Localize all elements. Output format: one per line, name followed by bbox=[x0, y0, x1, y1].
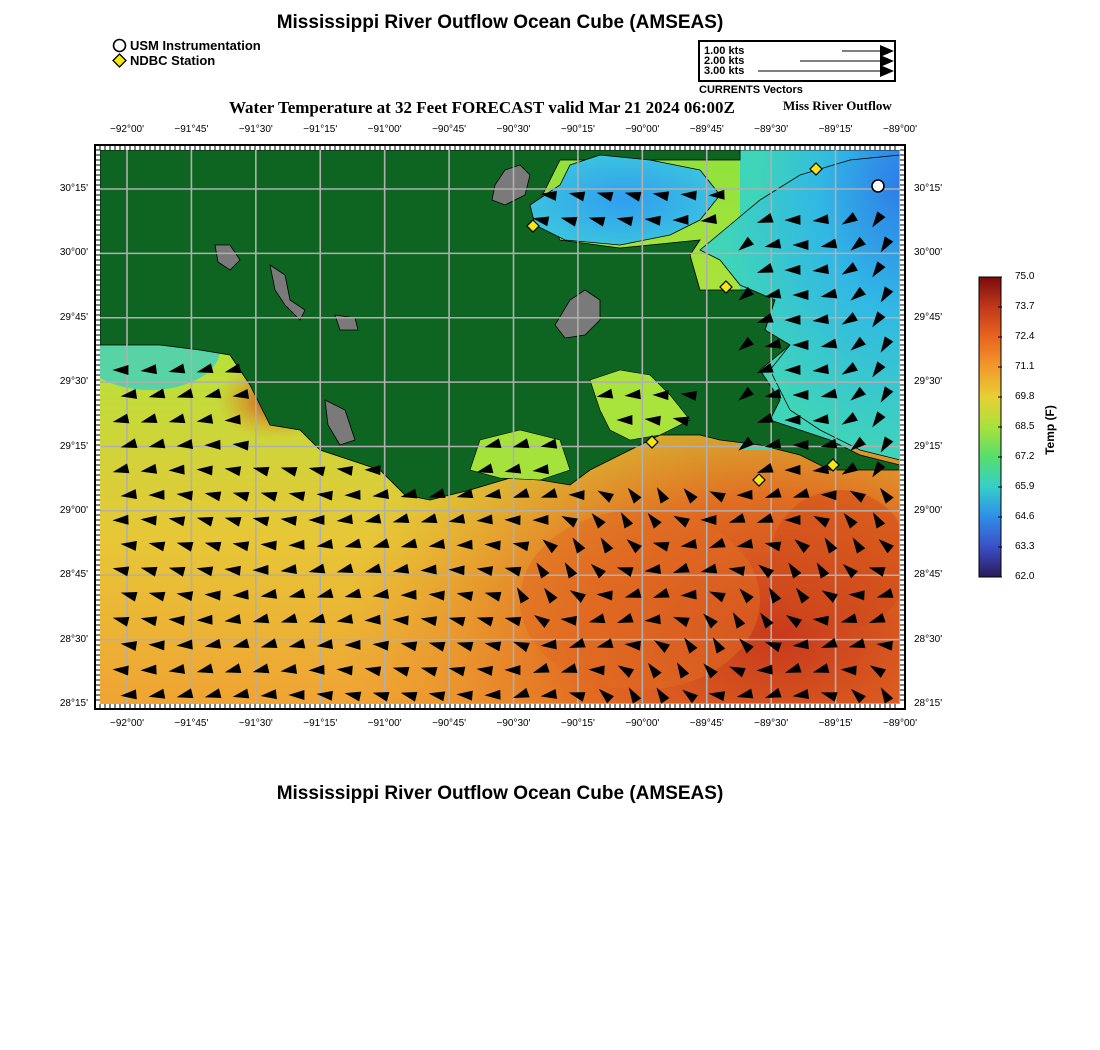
lat-tick-label: 30°00' bbox=[59, 247, 88, 259]
lon-tick-label: −91°00' bbox=[367, 718, 402, 729]
lat-tick-label: 30°15' bbox=[59, 183, 88, 194]
lat-tick-label: 28°30' bbox=[914, 633, 943, 645]
colorbar-tick-label: 69.8 bbox=[1015, 391, 1035, 402]
colorbar-tick-label: 68.5 bbox=[1015, 421, 1035, 432]
colorbar-tick-label: 63.3 bbox=[1015, 541, 1035, 552]
lon-tick-label: −90°00' bbox=[625, 718, 660, 729]
second-map-title: Mississippi River Outflow Ocean Cube (AMSEAS) bbox=[276, 783, 724, 804]
colorbar-tick-label: 73.7 bbox=[1015, 301, 1035, 312]
lat-tick-label: 29°45' bbox=[59, 311, 88, 323]
colorbar bbox=[978, 276, 1002, 578]
lat-tick-label: 28°15' bbox=[59, 698, 88, 709]
lon-tick-label: −90°00' bbox=[625, 124, 660, 135]
lat-tick-label: 29°15' bbox=[59, 440, 88, 452]
lat-tick-label: 28°45' bbox=[914, 569, 943, 581]
lon-tick-label: −91°15' bbox=[303, 124, 338, 135]
map-canvas bbox=[92, 142, 908, 712]
legend-usm bbox=[112, 38, 261, 53]
lat-tick-label: 29°30' bbox=[914, 376, 943, 388]
lon-tick-label: −92°00' bbox=[110, 124, 144, 135]
colorbar-title-wrap bbox=[1020, 405, 1080, 455]
legend-ndbc bbox=[112, 53, 215, 68]
colorbar-tick-label: 64.6 bbox=[1015, 511, 1035, 522]
lon-tick-label: −89°45' bbox=[689, 124, 724, 135]
usm-instrument-marker[interactable] bbox=[872, 180, 884, 192]
lon-tick-label: −91°45' bbox=[174, 124, 209, 135]
lon-tick-label: −89°45' bbox=[689, 718, 724, 729]
lon-tick-label: −89°00' bbox=[883, 718, 917, 729]
vector-key-row-3: 3.00 kts bbox=[704, 65, 745, 77]
legend-usm-label: USM Instrumentation bbox=[130, 38, 261, 53]
lon-tick-label: −90°30' bbox=[496, 718, 531, 729]
legend-ndbc-label: NDBC Station bbox=[130, 53, 216, 68]
vector-key-label: CURRENTS Vectors bbox=[699, 84, 803, 96]
lat-tick-label: 29°00' bbox=[914, 504, 943, 516]
colorbar-tick-label: 71.1 bbox=[1015, 361, 1035, 372]
vector-key-row-2: 2.00 kts bbox=[704, 55, 745, 67]
region-label: Miss River Outflow bbox=[783, 98, 892, 113]
colorbar-tick-label: 67.2 bbox=[1015, 451, 1035, 462]
usm-marker-icon bbox=[112, 38, 127, 53]
lon-tick-label: −89°30' bbox=[754, 124, 789, 135]
lon-tick-label: −89°15' bbox=[818, 718, 853, 729]
lon-tick-label: −90°30' bbox=[496, 124, 531, 135]
colorbar-tick-label: 62.0 bbox=[1015, 571, 1035, 582]
lon-tick-label: −91°15' bbox=[303, 718, 338, 729]
colorbar-tick-label: 75.0 bbox=[1015, 271, 1035, 282]
vector-key-row-1: 1.00 kts bbox=[704, 45, 745, 57]
lon-tick-label: −90°45' bbox=[432, 718, 467, 729]
lat-tick-label: 28°30' bbox=[59, 633, 88, 645]
map-title: Mississippi River Outflow Ocean Cube (AMSEAS) bbox=[276, 12, 724, 33]
map-subtitle: Water Temperature at 32 Feet FORECAST valid Mar 21 2024 06:00Z bbox=[229, 98, 735, 117]
lat-tick-label: 29°45' bbox=[914, 311, 943, 323]
lat-tick-label: 29°00' bbox=[59, 504, 88, 516]
lat-tick-label: 30°15' bbox=[914, 183, 943, 194]
lon-tick-label: −91°45' bbox=[174, 718, 209, 729]
lon-tick-label: −89°00' bbox=[883, 124, 917, 135]
lon-tick-label: −90°15' bbox=[560, 124, 595, 135]
ndbc-marker-icon bbox=[112, 53, 127, 68]
lon-tick-label: −90°45' bbox=[432, 124, 467, 135]
lon-tick-label: −92°00' bbox=[110, 718, 144, 729]
lat-tick-label: 30°00' bbox=[914, 247, 943, 259]
colorbar-tick-label: 72.4 bbox=[1015, 331, 1035, 342]
lat-tick-label: 29°30' bbox=[59, 376, 88, 388]
lon-tick-label: −91°30' bbox=[238, 718, 273, 729]
colorbar-tick-label: 65.9 bbox=[1015, 481, 1035, 492]
lat-tick-label: 28°15' bbox=[914, 698, 943, 709]
colorbar-title: Temp (F) bbox=[1043, 405, 1057, 455]
lon-tick-label: −91°30' bbox=[238, 124, 273, 135]
lat-tick-label: 28°45' bbox=[59, 569, 88, 581]
lon-tick-label: −91°00' bbox=[367, 124, 402, 135]
lon-tick-label: −89°30' bbox=[754, 718, 789, 729]
lat-tick-label: 29°15' bbox=[914, 440, 943, 452]
lon-tick-label: −90°15' bbox=[560, 718, 595, 729]
lon-tick-label: −89°15' bbox=[818, 124, 853, 135]
vector-key bbox=[698, 40, 896, 82]
